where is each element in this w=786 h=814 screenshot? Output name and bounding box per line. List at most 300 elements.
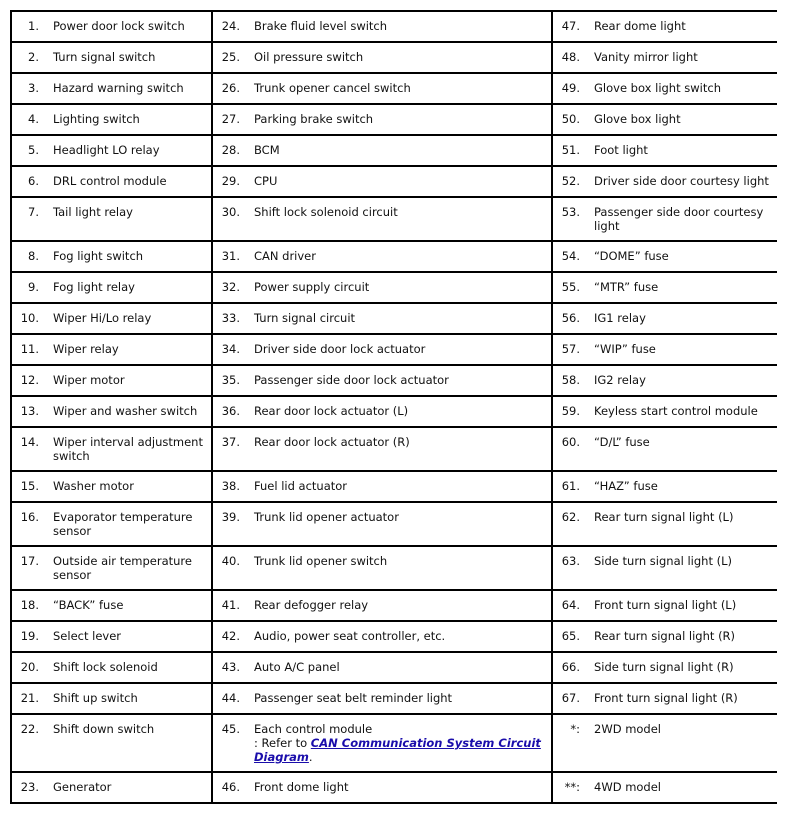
item-label: Trunk lid opener actuator — [254, 510, 399, 524]
legend-item — [553, 722, 777, 736]
table-cell — [11, 621, 212, 652]
item-label: 4WD model — [594, 780, 662, 794]
table-cell — [11, 104, 212, 135]
legend-item — [553, 435, 777, 449]
item-label-block — [254, 479, 551, 493]
table-row — [11, 652, 777, 683]
table-cell — [212, 166, 552, 197]
item-label-block — [594, 81, 777, 95]
table-row — [11, 502, 777, 546]
item-label-block — [53, 205, 211, 219]
table-row — [11, 546, 777, 590]
item-number: 4. — [28, 112, 39, 126]
item-label: Wiper motor — [53, 373, 125, 387]
item-number: 11. — [20, 342, 39, 356]
item-label: Shift down switch — [53, 722, 155, 736]
table-cell — [212, 334, 552, 365]
item-label-block — [53, 780, 211, 794]
table-cell — [552, 365, 777, 396]
legend-item — [12, 629, 211, 643]
item-label-block — [254, 249, 551, 263]
item-number: 14. — [20, 435, 39, 449]
item-number: 33. — [221, 311, 240, 325]
item-number: 24. — [221, 19, 240, 33]
table-cell — [212, 427, 552, 471]
legend-item — [12, 249, 211, 263]
item-label-block — [254, 404, 551, 418]
table-row — [11, 334, 777, 365]
table-cell — [212, 502, 552, 546]
table-row — [11, 241, 777, 272]
item-label: Trunk opener cancel switch — [254, 81, 411, 95]
item-label: Driver side door lock actuator — [254, 342, 426, 356]
item-label-block — [53, 510, 211, 538]
table-cell — [212, 241, 552, 272]
item-label: Rear defogger relay — [254, 598, 369, 612]
table-cell — [11, 546, 212, 590]
item-number: 27. — [221, 112, 240, 126]
table-cell — [552, 652, 777, 683]
legend-item — [12, 280, 211, 294]
item-label-block — [594, 598, 777, 612]
item-number: 46. — [221, 780, 240, 794]
item-label: Wiper and washer switch — [53, 404, 198, 418]
item-label: Power door lock switch — [53, 19, 185, 33]
item-label-block — [594, 629, 777, 643]
table-cell — [11, 365, 212, 396]
legend-item — [553, 19, 777, 33]
item-label: Passenger seat belt reminder light — [254, 691, 453, 705]
legend-item — [12, 143, 211, 157]
table-cell — [11, 272, 212, 303]
reference-prefix: : Refer to — [254, 736, 311, 750]
legend-item — [553, 143, 777, 157]
item-label: Front turn signal light (L) — [594, 598, 737, 612]
item-label-block — [254, 81, 551, 95]
table-cell — [11, 135, 212, 166]
item-label: Fog light relay — [53, 280, 135, 294]
item-number: 62. — [561, 510, 580, 524]
table-row — [11, 73, 777, 104]
item-label: “WIP” fuse — [594, 342, 656, 356]
item-label-block — [594, 311, 777, 325]
item-label: Side turn signal light (L) — [594, 554, 732, 568]
item-label: Evaporator temperature sensor — [53, 510, 193, 538]
item-number: 37. — [221, 435, 240, 449]
item-number: 38. — [221, 479, 240, 493]
item-label-block — [594, 50, 777, 64]
table-cell — [11, 197, 212, 241]
item-number: 31. — [221, 249, 240, 263]
item-label: Rear turn signal light (R) — [594, 629, 736, 643]
legend-item — [213, 50, 551, 64]
item-label: CAN driver — [254, 249, 316, 263]
table-cell — [552, 241, 777, 272]
item-label: Passenger side door lock actuator — [254, 373, 449, 387]
item-label-block — [254, 50, 551, 64]
item-label-block — [53, 311, 211, 325]
table-cell — [552, 303, 777, 334]
table-cell — [552, 427, 777, 471]
item-label: Passenger side door courtesy light — [594, 205, 764, 233]
item-number: 34. — [221, 342, 240, 356]
item-number: 23. — [20, 780, 39, 794]
legend-item — [213, 311, 551, 325]
legend-item — [553, 342, 777, 356]
item-label-block — [254, 780, 551, 794]
item-label-block — [254, 691, 551, 705]
item-number: 53. — [561, 205, 580, 219]
legend-item — [213, 249, 551, 263]
legend-item — [213, 629, 551, 643]
table-row — [11, 427, 777, 471]
item-number: 3. — [28, 81, 39, 95]
legend-body — [11, 11, 777, 803]
item-number: 43. — [221, 660, 240, 674]
table-cell — [11, 166, 212, 197]
item-number: 13. — [20, 404, 39, 418]
item-label: Keyless start control module — [594, 404, 758, 418]
legend-item — [12, 435, 211, 463]
item-label: Lighting switch — [53, 112, 140, 126]
item-label-block — [254, 660, 551, 674]
legend-item — [553, 249, 777, 263]
item-number: 51. — [561, 143, 580, 157]
table-cell — [552, 104, 777, 135]
item-number: 8. — [28, 249, 39, 263]
item-label: CPU — [254, 174, 278, 188]
item-label-block — [594, 479, 777, 493]
item-number: 55. — [561, 280, 580, 294]
table-cell — [11, 772, 212, 803]
item-label-block — [53, 435, 211, 463]
legend-item — [553, 510, 777, 524]
item-number: 35. — [221, 373, 240, 387]
item-label: Foot light — [594, 143, 648, 157]
legend-item — [213, 722, 551, 764]
table-cell — [11, 334, 212, 365]
item-label: Shift lock solenoid circuit — [254, 205, 398, 219]
item-label-block — [53, 554, 211, 582]
item-label-block — [254, 554, 551, 568]
item-label-block — [254, 19, 551, 33]
table-row — [11, 714, 777, 772]
item-label: Front dome light — [254, 780, 349, 794]
legend-item — [213, 19, 551, 33]
item-label-block — [594, 342, 777, 356]
item-number: 20. — [20, 660, 39, 674]
item-label-block — [53, 143, 211, 157]
item-number: 65. — [561, 629, 580, 643]
table-cell — [11, 241, 212, 272]
table-row — [11, 272, 777, 303]
table-cell — [552, 546, 777, 590]
table-cell — [552, 197, 777, 241]
legend-item — [553, 479, 777, 493]
legend-item — [213, 479, 551, 493]
item-label: Trunk lid opener switch — [254, 554, 388, 568]
item-number: 21. — [20, 691, 39, 705]
table-cell — [212, 621, 552, 652]
legend-item — [553, 112, 777, 126]
legend-item — [213, 780, 551, 794]
item-label: Rear dome light — [594, 19, 686, 33]
legend-item — [553, 311, 777, 325]
table-row — [11, 683, 777, 714]
item-label: Parking brake switch — [254, 112, 374, 126]
item-label: Rear door lock actuator (R) — [254, 435, 410, 449]
legend-item — [12, 479, 211, 493]
legend-item — [12, 81, 211, 95]
legend-item — [553, 50, 777, 64]
item-label: BCM — [254, 143, 280, 157]
item-label-block — [594, 554, 777, 568]
item-number: 32. — [221, 280, 240, 294]
item-label: Generator — [53, 780, 112, 794]
item-label-block — [594, 19, 777, 33]
item-label-block — [594, 280, 777, 294]
item-label: Glove box light switch — [594, 81, 721, 95]
table-cell — [11, 396, 212, 427]
component-legend-table — [10, 10, 777, 804]
item-number: 1. — [28, 19, 39, 33]
legend-item — [12, 404, 211, 418]
item-label-block — [53, 280, 211, 294]
table-row — [11, 621, 777, 652]
item-label: Wiper interval adjustment switch — [53, 435, 203, 463]
item-number: 57. — [561, 342, 580, 356]
item-label-block — [594, 722, 777, 736]
table-cell — [11, 590, 212, 621]
item-number: 29. — [221, 174, 240, 188]
legend-item — [213, 691, 551, 705]
legend-item — [553, 81, 777, 95]
item-label-block — [254, 342, 551, 356]
legend-item — [12, 112, 211, 126]
item-number: 26. — [221, 81, 240, 95]
table-cell — [552, 334, 777, 365]
item-label-block — [254, 143, 551, 157]
item-label-block — [594, 691, 777, 705]
item-label-block — [594, 143, 777, 157]
item-label: Front turn signal light (R) — [594, 691, 738, 705]
legend-item — [12, 554, 211, 582]
table-cell — [212, 73, 552, 104]
table-cell — [11, 652, 212, 683]
item-label: Each control module — [254, 722, 373, 736]
table-cell — [552, 683, 777, 714]
item-label-block — [594, 780, 777, 794]
item-label: Wiper relay — [53, 342, 119, 356]
item-number: 12. — [20, 373, 39, 387]
item-label-block — [254, 311, 551, 325]
item-number: 44. — [221, 691, 240, 705]
item-number: 39. — [221, 510, 240, 524]
table-cell — [11, 502, 212, 546]
item-number: 50. — [561, 112, 580, 126]
table-cell — [212, 197, 552, 241]
legend-item — [12, 691, 211, 705]
table-cell — [552, 73, 777, 104]
item-number: **: — [564, 780, 580, 794]
table-cell — [212, 365, 552, 396]
item-number: 25. — [221, 50, 240, 64]
item-number: 54. — [561, 249, 580, 263]
table-cell — [212, 303, 552, 334]
legend-item — [213, 205, 551, 219]
item-label: Washer motor — [53, 479, 134, 493]
item-label: DRL control module — [53, 174, 167, 188]
item-label-block — [53, 249, 211, 263]
item-number: 67. — [561, 691, 580, 705]
item-label: Side turn signal light (R) — [594, 660, 734, 674]
item-label-block — [53, 19, 211, 33]
item-number: 36. — [221, 404, 240, 418]
item-number: 2. — [28, 50, 39, 64]
item-label: IG1 relay — [594, 311, 646, 325]
legend-item — [213, 373, 551, 387]
item-number: 16. — [20, 510, 39, 524]
item-label: Headlight LO relay — [53, 143, 160, 157]
item-label: 2WD model — [594, 722, 662, 736]
item-label-block — [254, 373, 551, 387]
legend-item — [213, 112, 551, 126]
legend-item — [553, 373, 777, 387]
legend-item — [553, 205, 777, 233]
item-label: Power supply circuit — [254, 280, 370, 294]
legend-item — [213, 598, 551, 612]
item-label: Fuel lid actuator — [254, 479, 348, 493]
table-cell — [552, 772, 777, 803]
table-row — [11, 303, 777, 334]
item-label: Rear door lock actuator (L) — [254, 404, 409, 418]
table-cell — [552, 621, 777, 652]
table-row — [11, 197, 777, 241]
item-number: 61. — [561, 479, 580, 493]
item-number: 49. — [561, 81, 580, 95]
legend-item — [213, 342, 551, 356]
item-label-block — [254, 722, 551, 764]
item-label-block — [53, 404, 211, 418]
legend-item — [12, 722, 211, 736]
item-label-block — [254, 280, 551, 294]
item-number: 58. — [561, 373, 580, 387]
item-number: 15. — [20, 479, 39, 493]
legend-item — [12, 598, 211, 612]
legend-item — [213, 280, 551, 294]
table-cell — [552, 166, 777, 197]
table-row — [11, 11, 777, 42]
table-cell — [11, 42, 212, 73]
item-label-block — [53, 598, 211, 612]
item-number: 42. — [221, 629, 240, 643]
table-cell — [212, 135, 552, 166]
item-number: 18. — [20, 598, 39, 612]
item-number: 28. — [221, 143, 240, 157]
legend-item — [12, 174, 211, 188]
item-label: “HAZ” fuse — [594, 479, 658, 493]
table-cell — [212, 772, 552, 803]
item-label-block — [594, 112, 777, 126]
item-label-block — [594, 249, 777, 263]
table-cell — [11, 11, 212, 42]
legend-item — [553, 691, 777, 705]
item-label: Driver side door courtesy light — [594, 174, 769, 188]
table-cell — [552, 42, 777, 73]
table-cell — [212, 396, 552, 427]
item-number: 66. — [561, 660, 580, 674]
table-cell — [11, 427, 212, 471]
item-number: 59. — [561, 404, 580, 418]
legend-item — [213, 174, 551, 188]
legend-item — [213, 143, 551, 157]
item-label: Vanity mirror light — [594, 50, 698, 64]
table-row — [11, 590, 777, 621]
item-label-block — [53, 691, 211, 705]
table-cell — [11, 471, 212, 502]
item-number: 7. — [28, 205, 39, 219]
table-cell — [212, 42, 552, 73]
item-label: Wiper Hi/Lo relay — [53, 311, 152, 325]
item-label: Shift lock solenoid — [53, 660, 158, 674]
legend-item — [12, 510, 211, 538]
can-diagram-link[interactable]: CAN Communication System Circuit Diagram — [254, 736, 541, 764]
table-cell — [552, 471, 777, 502]
table-cell — [11, 303, 212, 334]
legend-item — [553, 660, 777, 674]
legend-item — [213, 660, 551, 674]
table-cell — [552, 135, 777, 166]
legend-item — [12, 342, 211, 356]
item-label: Glove box light — [594, 112, 681, 126]
legend-item — [553, 174, 777, 188]
item-number: *: — [570, 722, 580, 736]
table-cell — [552, 714, 777, 772]
item-number: 47. — [561, 19, 580, 33]
item-number: 22. — [20, 722, 39, 736]
item-label-block — [594, 205, 777, 233]
table-cell — [212, 471, 552, 502]
item-number: 45. — [221, 722, 240, 736]
item-label-block — [254, 510, 551, 524]
item-label-block — [594, 404, 777, 418]
legend-item — [12, 311, 211, 325]
legend-item — [553, 629, 777, 643]
item-label: Fog light switch — [53, 249, 144, 263]
item-label-block — [53, 50, 211, 64]
legend-item — [213, 435, 551, 449]
legend-item — [12, 660, 211, 674]
item-number: 52. — [561, 174, 580, 188]
item-label-block — [594, 174, 777, 188]
item-label-block — [53, 373, 211, 387]
item-label-block — [594, 510, 777, 524]
legend-item — [553, 598, 777, 612]
legend-item — [213, 81, 551, 95]
item-label: “BACK” fuse — [53, 598, 124, 612]
item-label: Shift up switch — [53, 691, 138, 705]
table-row — [11, 104, 777, 135]
item-label: “D/L” fuse — [594, 435, 650, 449]
table-cell — [552, 590, 777, 621]
item-label: IG2 relay — [594, 373, 646, 387]
item-label: Hazard warning switch — [53, 81, 184, 95]
item-number: 5. — [28, 143, 39, 157]
item-number: 10. — [20, 311, 39, 325]
table-cell — [212, 683, 552, 714]
item-label: Auto A/C panel — [254, 660, 340, 674]
item-label-block — [594, 435, 777, 449]
